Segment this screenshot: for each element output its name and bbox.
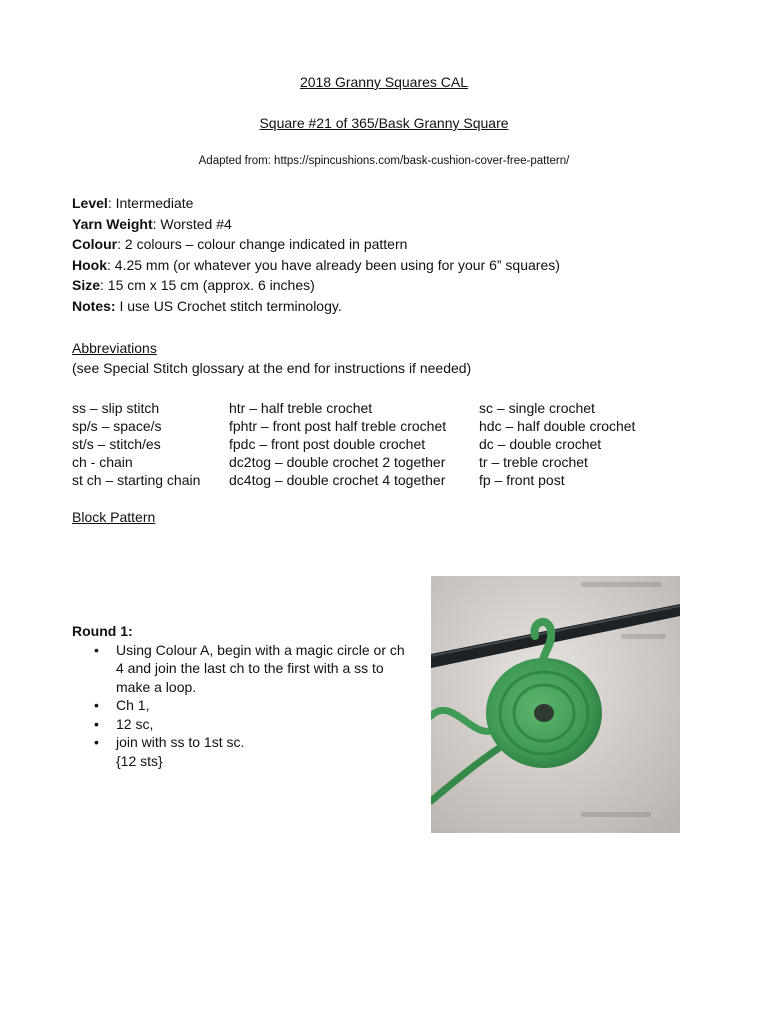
crochet-photo-illustration (431, 576, 680, 833)
notes-row (72, 296, 560, 317)
step-item (72, 733, 406, 752)
round-1-steps (72, 641, 406, 752)
abbreviations-heading: Abbreviations (72, 340, 157, 356)
colour-row (72, 234, 560, 255)
yarn-weight-row (72, 214, 560, 235)
abbreviation-item: dc – double crochet (479, 436, 602, 452)
bullet-icon: • (94, 715, 99, 732)
step-text: 12 sc, (116, 715, 154, 732)
abbreviations-note: (see Special Stitch glossary at the end for instructions if needed) (72, 360, 472, 376)
yarn-weight-value: : Worsted #4 (152, 215, 232, 232)
abbreviations-table (72, 399, 672, 489)
hook-label: Hook (72, 256, 107, 273)
hook-value: : 4.25 mm (or whatever you have already been using for your 6” squares) (107, 256, 560, 273)
abbreviation-item: tr – treble crochet (479, 454, 588, 470)
notes-label: Notes: (72, 297, 116, 314)
abbreviation-row (72, 435, 672, 453)
size-label: Size (72, 277, 101, 294)
bullet-icon: • (94, 734, 99, 750)
round-1-instructions (72, 622, 406, 770)
step-item (72, 715, 406, 734)
step-text: join with ss to 1st sc. (116, 734, 245, 750)
colour-label: Colour (72, 236, 118, 253)
abbreviation-row (72, 417, 672, 435)
abbreviation-item: hdc – half double crochet (479, 418, 636, 434)
abbreviation-row (72, 399, 672, 417)
step-item (72, 641, 406, 697)
pattern-details (72, 193, 560, 317)
step-text: Ch 1, (116, 697, 150, 713)
bullet-icon: • (94, 641, 99, 658)
abbreviation-item: ss – slip stitch (72, 400, 160, 416)
abbreviation-row (72, 453, 672, 471)
size-value: : 15 cm x 15 cm (approx. 6 inches) (100, 277, 315, 294)
bullet-icon: • (94, 697, 99, 713)
abbreviation-item: dc2tog – double crochet 2 together (229, 454, 446, 470)
level-label: Level (72, 195, 108, 211)
block-pattern-heading: Block Pattern (72, 509, 156, 525)
abbreviation-item: htr – half treble crochet (229, 400, 373, 416)
abbreviation-item: st/s – stitch/es (72, 436, 161, 452)
yarn-weight-label: Yarn Weight (72, 215, 153, 232)
round-1-heading: Round 1: (72, 623, 133, 639)
stitch-total: {12 sts} (116, 752, 163, 769)
abbreviation-item: sc – single crochet (479, 400, 595, 416)
document-subtitle: Square #21 of 365/Bask Granny Square (259, 115, 509, 131)
abbreviation-item: ch - chain (72, 454, 133, 470)
abbreviation-item: st ch – starting chain (72, 472, 201, 488)
abbreviation-item: fpdc – front post double crochet (229, 436, 426, 452)
round-1-photo (431, 576, 680, 833)
abbreviation-item: fphtr – front post half treble crochet (229, 418, 447, 434)
abbreviation-row (72, 471, 672, 489)
abbreviation-item: dc4tog – double crochet 4 together (229, 472, 446, 488)
abbreviation-item: sp/s – space/s (72, 418, 162, 434)
step-text: Using Colour A, begin with a magic circle or ch 4 and join the last ch to the first with a ss to make a loop. (116, 641, 405, 695)
document-title: 2018 Granny Squares CAL (299, 74, 469, 90)
adapted-from-note: Adapted from: https://spincushions.com/bask-cushion-cover-free-pattern/ (198, 155, 570, 167)
center-hole (534, 704, 554, 722)
level-row (72, 193, 560, 214)
hook-row (72, 255, 560, 276)
step-item (72, 696, 406, 715)
size-row (72, 275, 560, 296)
notes-value: I use US Crochet stitch terminology. (115, 297, 342, 314)
abbreviations-section (72, 338, 471, 378)
colour-value: : 2 colours – colour change indicated in pattern (117, 236, 408, 253)
level-value: : Intermediate (107, 195, 194, 211)
abbreviation-item: fp – front post (479, 472, 565, 488)
